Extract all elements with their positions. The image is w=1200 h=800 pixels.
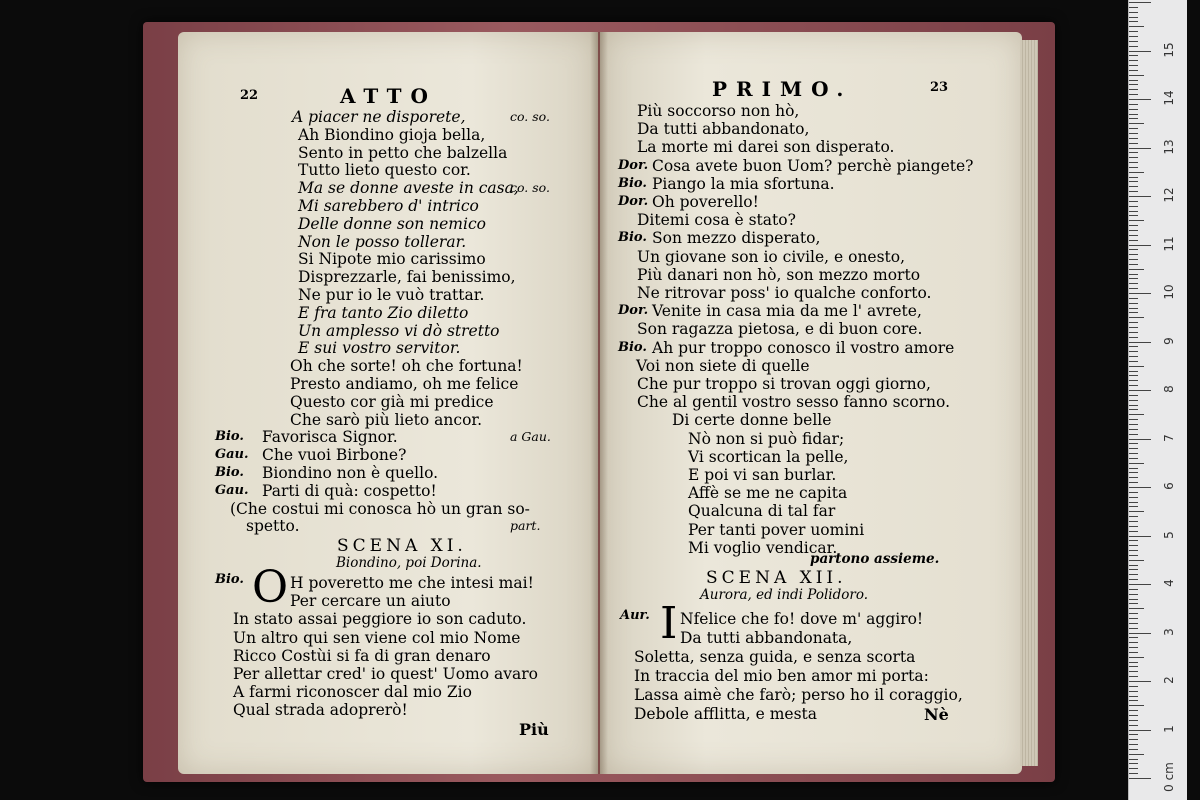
ruler-tick bbox=[1129, 618, 1138, 619]
ruler-tick bbox=[1129, 322, 1138, 323]
left-text-line: Presto andiamo, oh me felice bbox=[290, 375, 519, 393]
ruler-tick bbox=[1129, 400, 1138, 401]
right-scene-line: Nfelice che fo! dove m' aggiro! bbox=[680, 610, 924, 628]
ruler-tick bbox=[1129, 177, 1138, 178]
ruler-tick bbox=[1129, 526, 1138, 527]
ruler-tick bbox=[1129, 545, 1138, 546]
right-speaker-label: Bio. bbox=[618, 339, 647, 355]
ruler-label: 5 bbox=[1162, 530, 1176, 539]
ruler-tick bbox=[1129, 429, 1138, 430]
ruler-tick bbox=[1129, 705, 1144, 706]
ruler-tick bbox=[1129, 599, 1138, 600]
ruler-tick bbox=[1129, 419, 1138, 420]
ruler-tick bbox=[1129, 293, 1151, 294]
ruler-tick bbox=[1129, 356, 1138, 357]
ruler-tick bbox=[1129, 89, 1138, 90]
left-text-line: Che vuoi Birbone? bbox=[262, 446, 407, 465]
page-edges bbox=[1020, 40, 1038, 766]
right-scene-title: SCENA XII. bbox=[706, 568, 847, 588]
ruler-tick bbox=[1129, 385, 1138, 386]
ruler-tick bbox=[1129, 298, 1138, 299]
ruler-label: 13 bbox=[1162, 138, 1176, 155]
ruler-tick bbox=[1129, 754, 1144, 755]
ruler-tick bbox=[1129, 21, 1138, 22]
ruler-tick bbox=[1129, 128, 1138, 129]
ruler-tick bbox=[1129, 375, 1138, 376]
left-scene-line: Per cercare un aiuto bbox=[290, 592, 451, 611]
right-text-line: Più soccorso non hò, bbox=[637, 102, 800, 120]
book-gutter bbox=[590, 32, 608, 774]
ruler-tick bbox=[1129, 453, 1138, 454]
ruler-tick bbox=[1129, 245, 1151, 246]
left-speaker-label: Bio. bbox=[215, 465, 244, 480]
right-text-line: Ditemi cosa è stato? bbox=[637, 211, 796, 230]
ruler-tick bbox=[1129, 574, 1138, 575]
ruler-tick bbox=[1129, 254, 1138, 255]
left-text-line: Delle donne son nemico bbox=[298, 214, 486, 233]
ruler-tick bbox=[1129, 104, 1138, 105]
ruler-tick bbox=[1129, 225, 1138, 226]
left-drop-cap: O bbox=[252, 562, 289, 613]
ruler-label: 1 bbox=[1162, 724, 1176, 733]
ruler-tick bbox=[1129, 278, 1138, 279]
right-text-line: Piango la mia sfortuna. bbox=[652, 174, 835, 193]
left-text-line: Biondino non è quello. bbox=[262, 464, 439, 482]
right-speaker-label: Bio. bbox=[618, 230, 647, 246]
left-text-line: Ne pur io le vuò trattar. bbox=[298, 286, 485, 304]
ruler-tick bbox=[1129, 31, 1138, 32]
ruler-tick bbox=[1129, 720, 1138, 721]
ruler-tick bbox=[1129, 594, 1138, 595]
left-scene-line: Qual strada adoprerò! bbox=[233, 701, 408, 720]
right-text-line: E poi vi san burlar. bbox=[688, 466, 837, 484]
right-text-line: La morte mi darei son disperato. bbox=[637, 138, 895, 157]
ruler-tick bbox=[1129, 114, 1138, 115]
left-text-line: Che sarò più lieto ancor. bbox=[290, 410, 483, 429]
ruler-label: 0 cm bbox=[1162, 762, 1176, 792]
ruler-label: 10 bbox=[1162, 284, 1176, 300]
left-text-line: Sento in petto che balzella bbox=[298, 143, 508, 162]
left-text-line: E fra tanto Zio diletto bbox=[298, 303, 469, 322]
left-page-number: 22 bbox=[240, 88, 259, 103]
ruler-tick bbox=[1129, 99, 1151, 100]
ruler-tick bbox=[1129, 511, 1144, 512]
ruler-tick bbox=[1129, 531, 1138, 532]
ruler-tick bbox=[1129, 443, 1138, 444]
ruler-tick bbox=[1129, 550, 1138, 551]
ruler-tick bbox=[1129, 206, 1138, 207]
ruler-tick bbox=[1129, 521, 1138, 522]
ruler-tick bbox=[1129, 196, 1151, 197]
ruler-tick bbox=[1129, 608, 1144, 609]
left-scene-subtitle: Biondino, poi Dorina. bbox=[336, 555, 482, 571]
ruler-tick bbox=[1129, 734, 1138, 735]
ruler-tick bbox=[1129, 642, 1138, 643]
ruler-tick bbox=[1129, 152, 1138, 153]
left-stage-note: co. so. bbox=[510, 109, 550, 124]
ruler-tick bbox=[1129, 211, 1138, 212]
right-text-line: Che pur troppo si trovan oggi giorno, bbox=[637, 375, 931, 393]
ruler-tick bbox=[1129, 555, 1138, 556]
left-stage-note: a Gau. bbox=[510, 429, 551, 445]
ruler-tick bbox=[1129, 148, 1151, 149]
ruler-tick bbox=[1129, 346, 1138, 347]
ruler-tick bbox=[1129, 536, 1151, 537]
ruler-tick bbox=[1129, 628, 1138, 629]
ruler-tick bbox=[1129, 439, 1151, 440]
ruler-tick bbox=[1129, 676, 1138, 677]
right-scene-line: Lassa aimè che farò; perso ho il coraggio, bbox=[634, 686, 963, 704]
ruler-tick bbox=[1129, 565, 1138, 566]
ruler-tick bbox=[1129, 516, 1138, 517]
ruler-tick bbox=[1129, 65, 1138, 66]
ruler-tick bbox=[1129, 773, 1138, 774]
ruler-label: 4 bbox=[1162, 579, 1176, 587]
left-text-line: Tutto lieto questo cor. bbox=[298, 161, 471, 180]
ruler-label: 11 bbox=[1162, 235, 1176, 252]
right-speaker-label: Bio. bbox=[618, 175, 647, 191]
right-text-line: Oh poverello! bbox=[652, 193, 759, 211]
ruler-tick bbox=[1129, 686, 1138, 687]
ruler-tick bbox=[1129, 264, 1138, 265]
ruler-tick bbox=[1129, 710, 1138, 711]
left-text-line: Si Nipote mio carissimo bbox=[298, 250, 486, 269]
ruler-tick bbox=[1129, 172, 1144, 173]
ruler-tick bbox=[1129, 540, 1138, 541]
ruler-tick bbox=[1129, 269, 1144, 270]
left-running-head: ATTO bbox=[340, 84, 437, 108]
ruler-tick bbox=[1129, 380, 1138, 381]
ruler-tick bbox=[1129, 259, 1138, 260]
ruler-label: 12 bbox=[1162, 187, 1176, 203]
ruler-tick bbox=[1129, 730, 1151, 731]
ruler-tick bbox=[1129, 744, 1138, 745]
ruler-tick bbox=[1129, 671, 1138, 672]
ruler-tick bbox=[1129, 332, 1138, 333]
right-text-line: Che al gentil vostro sesso fanno scorno. bbox=[637, 393, 950, 412]
ruler-tick bbox=[1129, 487, 1151, 488]
right-text-line: Son ragazza pietosa, e di buon core. bbox=[637, 320, 923, 339]
ruler-tick bbox=[1129, 623, 1138, 624]
ruler-tick bbox=[1129, 633, 1151, 634]
ruler-tick bbox=[1129, 560, 1144, 561]
ruler-tick bbox=[1129, 477, 1138, 478]
ruler-tick bbox=[1129, 468, 1138, 469]
ruler-tick bbox=[1129, 492, 1138, 493]
ruler-tick bbox=[1129, 361, 1138, 362]
ruler-tick bbox=[1129, 681, 1151, 682]
ruler-tick bbox=[1129, 36, 1138, 37]
ruler-tick bbox=[1129, 109, 1138, 110]
ruler-label: 8 bbox=[1162, 385, 1176, 393]
ruler-tick bbox=[1129, 482, 1138, 483]
ruler-tick bbox=[1129, 458, 1138, 459]
ruler-tick bbox=[1129, 434, 1138, 435]
left-scene-line: H poveretto me che intesi mai! bbox=[290, 574, 534, 592]
ruler-tick bbox=[1129, 448, 1138, 449]
ruler-tick bbox=[1129, 768, 1138, 769]
ruler-tick bbox=[1129, 94, 1138, 95]
ruler-tick bbox=[1129, 662, 1138, 663]
ruler-tick bbox=[1129, 700, 1138, 701]
left-speaker-label: Gau. bbox=[215, 447, 249, 463]
ruler-tick bbox=[1129, 191, 1138, 192]
right-scene-line: Da tutti abbandonata, bbox=[680, 629, 853, 647]
ruler-tick bbox=[1129, 138, 1138, 139]
left-speaker-label: Gau. bbox=[215, 482, 249, 498]
right-speaker-label: Dor. bbox=[618, 157, 649, 173]
right-text-line: Un giovane son io civile, e onesto, bbox=[637, 247, 906, 266]
ruler-tick bbox=[1129, 579, 1138, 580]
left-scene-line: Per allettar cred' io quest' Uomo avaro bbox=[233, 665, 538, 683]
ruler-label: 9 bbox=[1162, 336, 1176, 345]
left-text-line: Ma se donne aveste in casa, bbox=[298, 179, 519, 198]
right-scene-line: In traccia del mio ben amor mi porta: bbox=[634, 667, 929, 685]
ruler-tick bbox=[1129, 308, 1138, 309]
ruler-tick bbox=[1129, 463, 1144, 464]
left-stage-note: co. so. bbox=[510, 180, 550, 196]
right-running-head: PRIMO. bbox=[712, 77, 853, 101]
ruler-tick bbox=[1129, 666, 1138, 667]
ruler-tick bbox=[1129, 143, 1138, 144]
right-text-line: Son mezzo disperato, bbox=[652, 229, 821, 248]
left-scene-line: A farmi riconoscer dal mio Zio bbox=[233, 683, 472, 702]
ruler-tick bbox=[1129, 186, 1138, 187]
ruler-tick bbox=[1129, 12, 1138, 13]
ruler-tick bbox=[1129, 220, 1144, 221]
ruler-tick bbox=[1129, 657, 1144, 658]
right-text-line: Ne ritrovar poss' io qualche conforto. bbox=[637, 284, 932, 302]
ruler-tick bbox=[1129, 390, 1151, 391]
ruler-tick bbox=[1129, 230, 1138, 231]
ruler-tick bbox=[1129, 118, 1138, 119]
ruler-tick bbox=[1129, 584, 1151, 585]
right-text-line: Per tanti pover uomini bbox=[688, 520, 865, 539]
right-text-line: Cosa avete buon Uom? perchè piangete? bbox=[652, 156, 974, 175]
ruler-tick bbox=[1129, 652, 1138, 653]
left-text-line: Disprezzarle, fai benissimo, bbox=[298, 268, 516, 287]
ruler-tick bbox=[1129, 715, 1138, 716]
right-exit-note: partono assieme. bbox=[810, 551, 940, 567]
ruler-tick bbox=[1129, 162, 1138, 163]
right-scene-line: Soletta, senza guida, e senza scorta bbox=[634, 648, 916, 666]
ruler-tick bbox=[1129, 569, 1138, 570]
ruler-label: 2 bbox=[1162, 676, 1176, 684]
left-speaker-label: Bio. bbox=[215, 429, 244, 445]
left-text-line: spetto. bbox=[246, 517, 300, 536]
left-scene-line: Ricco Costùi si fa di gran denaro bbox=[233, 646, 491, 665]
ruler-tick bbox=[1129, 502, 1138, 503]
left-text-line: Parti di quà: cospetto! bbox=[262, 481, 437, 500]
ruler-tick bbox=[1129, 647, 1138, 648]
left-text-line: (Che costui mi conosca hò un gran so- bbox=[230, 499, 530, 518]
ruler-label: 7 bbox=[1162, 433, 1176, 442]
ruler-tick bbox=[1129, 7, 1138, 8]
ruler-tick bbox=[1129, 274, 1138, 275]
left-scene-line: In stato assai peggiore io son caduto. bbox=[233, 610, 527, 629]
left-text-line: Un amplesso vi dò stretto bbox=[298, 321, 500, 340]
left-text-line: Oh che sorte! oh che fortuna! bbox=[290, 357, 523, 376]
ruler-tick bbox=[1129, 424, 1138, 425]
ruler-tick bbox=[1129, 395, 1138, 396]
left-text-line: Questo cor già mi predice bbox=[290, 392, 494, 411]
right-text-line: Nò non si può fidar; bbox=[688, 429, 845, 448]
left-text-line: Mi sarebbero d' intrico bbox=[298, 197, 479, 215]
right-text-line: Vi scortican la pelle, bbox=[688, 447, 849, 466]
ruler-label: 6 bbox=[1162, 482, 1176, 490]
ruler-tick bbox=[1129, 749, 1138, 750]
left-catchword: Più bbox=[519, 720, 549, 739]
ruler-label: 15 bbox=[1162, 41, 1176, 58]
ruler-tick bbox=[1129, 51, 1151, 52]
ruler-label: 3 bbox=[1162, 627, 1176, 636]
left-text-line: A piacer ne disporete, bbox=[292, 108, 466, 126]
left-text-line: Favorisca Signor. bbox=[262, 428, 398, 447]
ruler-tick bbox=[1129, 696, 1138, 697]
ruler-tick bbox=[1129, 84, 1138, 85]
right-text-line: Mi voglio vendicar. bbox=[688, 538, 838, 557]
ruler-tick bbox=[1129, 240, 1138, 241]
ruler-tick bbox=[1129, 725, 1138, 726]
ruler-tick bbox=[1129, 589, 1138, 590]
ruler-tick bbox=[1129, 327, 1138, 328]
ruler-tick bbox=[1129, 2, 1151, 3]
ruler-tick bbox=[1129, 17, 1138, 18]
ruler-tick bbox=[1129, 317, 1144, 318]
right-scene-speaker: Aur. bbox=[620, 608, 650, 623]
right-speaker-label: Dor. bbox=[618, 303, 649, 319]
ruler-tick bbox=[1129, 249, 1138, 250]
right-text-line: Più danari non hò, son mezzo morto bbox=[637, 265, 921, 284]
right-catchword: Nè bbox=[924, 705, 949, 724]
ruler-tick bbox=[1129, 288, 1138, 289]
ruler-tick bbox=[1129, 409, 1138, 410]
right-text-line: Ah pur troppo conosco il vostro amore bbox=[652, 338, 955, 357]
ruler-tick bbox=[1129, 778, 1151, 779]
ruler-tick bbox=[1129, 691, 1138, 692]
ruler-tick bbox=[1129, 235, 1138, 236]
left-text-line: E sui vostro servitor. bbox=[298, 339, 461, 358]
right-text-line: Affè se me ne capita bbox=[688, 484, 848, 503]
ruler-tick bbox=[1129, 70, 1138, 71]
ruler-tick bbox=[1129, 215, 1138, 216]
ruler-tick bbox=[1129, 46, 1138, 47]
ruler-tick bbox=[1129, 472, 1138, 473]
ruler-tick bbox=[1129, 167, 1138, 168]
ruler-tick bbox=[1129, 26, 1144, 27]
ruler-tick bbox=[1129, 157, 1138, 158]
ruler-tick bbox=[1129, 414, 1144, 415]
ruler-tick bbox=[1129, 763, 1138, 764]
ruler-tick bbox=[1129, 133, 1138, 134]
left-stage-note: part. bbox=[510, 518, 541, 534]
right-scene-line: Debole afflitta, e mesta bbox=[634, 705, 818, 723]
left-scene-speaker: Bio. bbox=[215, 572, 244, 587]
measurement-ruler bbox=[1128, 0, 1187, 800]
ruler-tick bbox=[1129, 351, 1138, 352]
right-text-line: Voi non siete di quelle bbox=[636, 356, 810, 375]
left-scene-title: SCENA XI. bbox=[337, 536, 467, 556]
right-drop-cap: I bbox=[660, 598, 678, 649]
ruler-tick bbox=[1129, 55, 1138, 56]
ruler-tick bbox=[1129, 637, 1138, 638]
ruler-tick bbox=[1129, 739, 1138, 740]
ruler-label: 14 bbox=[1162, 90, 1176, 106]
ruler-tick bbox=[1129, 181, 1138, 182]
ruler-tick bbox=[1129, 371, 1138, 372]
ruler-tick bbox=[1129, 497, 1138, 498]
ruler-tick bbox=[1129, 41, 1138, 42]
ruler-tick bbox=[1129, 405, 1138, 406]
right-text-line: Da tutti abbandonato, bbox=[637, 120, 810, 139]
ruler-tick bbox=[1129, 506, 1138, 507]
ruler-tick bbox=[1129, 303, 1138, 304]
ruler-tick bbox=[1129, 283, 1138, 284]
ruler-tick bbox=[1129, 337, 1138, 338]
ruler-tick bbox=[1129, 60, 1138, 61]
right-text-line: Di certe donne belle bbox=[672, 411, 832, 430]
ruler-tick bbox=[1129, 312, 1138, 313]
right-scene-subtitle: Aurora, ed indi Polidoro. bbox=[700, 587, 868, 603]
ruler-tick bbox=[1129, 366, 1144, 367]
ruler-tick bbox=[1129, 613, 1138, 614]
left-text-line: Ah Biondino gioja bella, bbox=[298, 125, 486, 144]
left-text-line: Non le posso tollerar. bbox=[298, 232, 467, 251]
ruler-tick bbox=[1129, 759, 1138, 760]
left-scene-line: Un altro qui sen viene col mio Nome bbox=[233, 628, 521, 647]
ruler-tick bbox=[1129, 123, 1144, 124]
right-speaker-label: Dor. bbox=[618, 194, 649, 209]
ruler-tick bbox=[1129, 342, 1151, 343]
right-text-line: Venite in casa mia da me l' avrete, bbox=[652, 302, 922, 321]
ruler-tick bbox=[1129, 75, 1144, 76]
right-text-line: Qualcuna di tal far bbox=[688, 502, 836, 521]
ruler-tick bbox=[1129, 80, 1138, 81]
right-page-number: 23 bbox=[930, 80, 949, 95]
ruler-tick bbox=[1129, 603, 1138, 604]
ruler-tick bbox=[1129, 201, 1138, 202]
